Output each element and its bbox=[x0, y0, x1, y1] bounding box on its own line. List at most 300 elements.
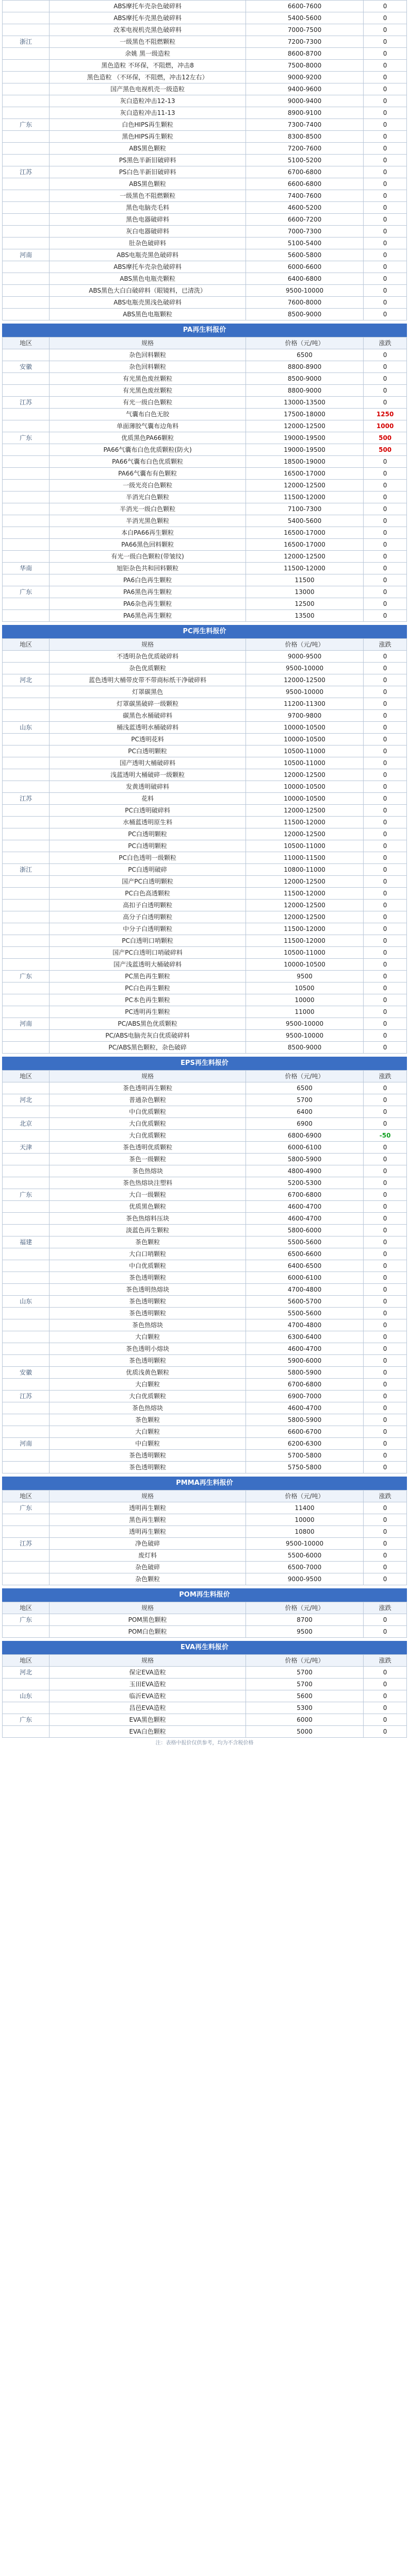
spec-cell: 一级光亮白色颗粒 bbox=[50, 480, 246, 492]
spec-cell: 优质浅黄色颗粒 bbox=[50, 1367, 246, 1379]
region-cell bbox=[3, 1355, 50, 1367]
price-cell: 5800-5900 bbox=[246, 1414, 363, 1426]
header-spec: 规格 bbox=[50, 1490, 246, 1502]
table-row bbox=[3, 373, 407, 385]
price-cell: 8300-8500 bbox=[246, 131, 363, 143]
spec-cell: PA6白色再生颗粒 bbox=[50, 574, 246, 586]
price-cell: 10500-11000 bbox=[246, 757, 363, 769]
price-cell: 5600 bbox=[246, 1690, 363, 1702]
region-cell bbox=[3, 1626, 50, 1638]
table-row bbox=[3, 166, 407, 178]
region-cell bbox=[3, 420, 50, 432]
price-cell: 12000-12500 bbox=[246, 769, 363, 781]
spec-cell: 透明再生颗粒 bbox=[50, 1526, 246, 1538]
price-cell: 5600-5700 bbox=[246, 1296, 363, 1308]
spec-cell: PC白透明颗粒 bbox=[50, 840, 246, 852]
spec-cell: 茶色透明颗粒 bbox=[50, 1296, 246, 1308]
table-row bbox=[3, 1414, 407, 1426]
change-cell: 0 bbox=[364, 1189, 407, 1201]
spec-cell: 杂色破碎 bbox=[50, 1562, 246, 1573]
region-cell bbox=[3, 769, 50, 781]
region-cell bbox=[3, 539, 50, 551]
table-row bbox=[3, 361, 407, 373]
change-cell: 0 bbox=[364, 1260, 407, 1272]
price-cell: 5800-6000 bbox=[246, 1225, 363, 1236]
price-cell: 13000-13500 bbox=[246, 397, 363, 409]
spec-cell: 浅蓝透明大桶破碎一级颗粒 bbox=[50, 769, 246, 781]
price-cell: 6600-6800 bbox=[246, 178, 363, 190]
spec-cell: 茶色透明颗粒 bbox=[50, 1272, 246, 1284]
price-cell: 5200-5300 bbox=[246, 1177, 363, 1189]
region-cell: 广东 bbox=[3, 586, 50, 598]
table-row bbox=[3, 226, 407, 238]
region-cell: 安徽 bbox=[3, 361, 50, 373]
price-table bbox=[2, 1070, 407, 1473]
spec-cell: 黑色再生颗粒 bbox=[50, 1514, 246, 1526]
header-spec: 规格 bbox=[50, 1602, 246, 1614]
table-row bbox=[3, 238, 407, 249]
table-row bbox=[3, 1042, 407, 1054]
spec-cell: PC透明花料 bbox=[50, 734, 246, 745]
price-cell: 5100-5200 bbox=[246, 155, 363, 166]
price-cell: 5500-5600 bbox=[246, 1308, 363, 1319]
price-cell: 6700-6800 bbox=[246, 1189, 363, 1201]
table-row bbox=[3, 1526, 407, 1538]
spec-cell: 杂色回料颗粒 bbox=[50, 349, 246, 361]
spec-cell: 茶色透明颗粒 bbox=[50, 1308, 246, 1319]
region-cell bbox=[3, 1154, 50, 1165]
table-row bbox=[3, 539, 407, 551]
table-row bbox=[3, 1367, 407, 1379]
table-row bbox=[3, 994, 407, 1006]
table-row bbox=[3, 971, 407, 982]
table-row bbox=[3, 1319, 407, 1331]
table-row bbox=[3, 805, 407, 817]
price-cell: 9000-9500 bbox=[246, 651, 363, 663]
price-cell: 5800-5900 bbox=[246, 1154, 363, 1165]
region-cell bbox=[3, 947, 50, 959]
table-row bbox=[3, 444, 407, 456]
spec-cell: 大白一级颗粒 bbox=[50, 1189, 246, 1201]
price-cell: 6900 bbox=[246, 1118, 363, 1130]
spec-cell: 旭钜杂色共和回料颗粒 bbox=[50, 563, 246, 574]
spec-cell: ABS摩托车壳杂色破碎料 bbox=[50, 261, 246, 273]
spec-cell: 一级黑色不阻燃颗粒 bbox=[50, 36, 246, 48]
spec-cell: 有光一级白色颗粒 bbox=[50, 397, 246, 409]
region-cell bbox=[3, 309, 50, 320]
region-cell bbox=[3, 24, 50, 36]
price-cell: 9500-10000 bbox=[246, 663, 363, 674]
table-row bbox=[3, 959, 407, 971]
change-cell: 0 bbox=[364, 492, 407, 503]
spec-cell: 中白颗粒 bbox=[50, 1438, 246, 1450]
spec-cell: 高分子白透明颗粒 bbox=[50, 911, 246, 923]
price-cell: 12000-12500 bbox=[246, 911, 363, 923]
price-cell: 8800-9000 bbox=[246, 385, 363, 397]
spec-cell: ABS黑色颗粒 bbox=[50, 178, 246, 190]
header-change: 涨跌 bbox=[364, 1602, 407, 1614]
spec-cell: 有光一级白色颗粒(带皱纹) bbox=[50, 551, 246, 563]
table-row bbox=[3, 309, 407, 320]
change-cell: 0 bbox=[364, 60, 407, 72]
change-cell: 0 bbox=[364, 923, 407, 935]
region-cell bbox=[3, 503, 50, 515]
region-cell bbox=[3, 686, 50, 698]
change-cell: 0 bbox=[364, 1042, 407, 1054]
change-cell: 1250 bbox=[364, 409, 407, 420]
price-cell: 11500-12000 bbox=[246, 563, 363, 574]
price-cell: 9000-9500 bbox=[246, 1573, 363, 1585]
region-cell: 河北 bbox=[3, 1094, 50, 1106]
change-cell: 0 bbox=[364, 95, 407, 107]
table-row bbox=[3, 563, 407, 574]
change-cell: 0 bbox=[364, 698, 407, 710]
region-cell bbox=[3, 456, 50, 468]
spec-cell: PS黑色半新旧破碎料 bbox=[50, 155, 246, 166]
region-cell bbox=[3, 515, 50, 527]
region-cell bbox=[3, 83, 50, 95]
region-cell bbox=[3, 1248, 50, 1260]
table-row bbox=[3, 1726, 407, 1738]
spec-cell: PC本色再生颗粒 bbox=[50, 994, 246, 1006]
change-cell: 0 bbox=[364, 888, 407, 900]
table-row bbox=[3, 1667, 407, 1679]
price-cell: 8700 bbox=[246, 1614, 363, 1626]
spec-cell: POM白色颗粒 bbox=[50, 1626, 246, 1638]
spec-cell: 大白颗粒 bbox=[50, 1331, 246, 1343]
change-cell: 0 bbox=[364, 769, 407, 781]
table-row bbox=[3, 935, 407, 947]
spec-cell: 大白颗粒 bbox=[50, 1426, 246, 1438]
price-cell: 19000-19500 bbox=[246, 432, 363, 444]
table-row bbox=[3, 190, 407, 202]
region-cell bbox=[3, 273, 50, 285]
section-title-text: POM再生料报价 bbox=[179, 1591, 230, 1599]
table-row bbox=[3, 1272, 407, 1284]
price-cell: 7300-7400 bbox=[246, 119, 363, 131]
header-price: 价格（元/吨） bbox=[246, 639, 363, 651]
region-cell bbox=[3, 828, 50, 840]
region-cell bbox=[3, 285, 50, 297]
table-row bbox=[3, 852, 407, 864]
change-cell: 0 bbox=[364, 83, 407, 95]
price-cell: 4700-4800 bbox=[246, 1319, 363, 1331]
price-cell: 4600-4700 bbox=[246, 1213, 363, 1225]
spec-cell: 半消光黑色颗粒 bbox=[50, 515, 246, 527]
region-cell bbox=[3, 610, 50, 622]
region-cell bbox=[3, 651, 50, 663]
section-eps bbox=[2, 1057, 407, 1473]
spec-cell: ABS黑色大白白破碎料（眼镜料，已清洗） bbox=[50, 285, 246, 297]
spec-cell: 国产黑色电视机壳一级造粒 bbox=[50, 83, 246, 95]
table-row bbox=[3, 214, 407, 226]
region-cell bbox=[3, 373, 50, 385]
change-cell: -50 bbox=[364, 1130, 407, 1142]
price-cell: 6000-6100 bbox=[246, 1272, 363, 1284]
spec-cell: 茶色热熔块 bbox=[50, 1402, 246, 1414]
region-cell bbox=[3, 385, 50, 397]
table-row bbox=[3, 982, 407, 994]
price-cell: 7500-8000 bbox=[246, 60, 363, 72]
spec-cell: PA6黑色再生颗粒 bbox=[50, 586, 246, 598]
region-cell bbox=[3, 1042, 50, 1054]
table-row bbox=[3, 734, 407, 745]
region-cell bbox=[3, 1006, 50, 1018]
region-cell bbox=[3, 1213, 50, 1225]
change-cell: 0 bbox=[364, 1355, 407, 1367]
region-cell: 广东 bbox=[3, 1189, 50, 1201]
change-cell: 0 bbox=[364, 1118, 407, 1130]
table-row bbox=[3, 1391, 407, 1402]
section-title-text: PMMA再生料报价 bbox=[176, 1479, 233, 1487]
header-region: 地区 bbox=[3, 1602, 50, 1614]
spec-cell: 优质黑色PA66颗粒 bbox=[50, 432, 246, 444]
spec-cell: PC/ABS电脑壳灰白优质破碎料 bbox=[50, 1030, 246, 1042]
change-cell: 0 bbox=[364, 971, 407, 982]
spec-cell: 茶色透明热熔块 bbox=[50, 1284, 246, 1296]
price-cell: 11500-12000 bbox=[246, 817, 363, 828]
header-spec: 规格 bbox=[50, 639, 246, 651]
table-row bbox=[3, 1626, 407, 1638]
footer-note: 注：表格中报价仅供参考，均为不含税价格 bbox=[155, 1740, 254, 1746]
region-cell bbox=[3, 1030, 50, 1042]
region-cell: 河北 bbox=[3, 1667, 50, 1679]
price-cell: 9500-10000 bbox=[246, 1030, 363, 1042]
price-cell: 6600-7600 bbox=[246, 1, 363, 12]
change-cell: 0 bbox=[364, 397, 407, 409]
price-cell: 6500-7000 bbox=[246, 1562, 363, 1573]
price-cell: 5400-5600 bbox=[246, 12, 363, 24]
price-cell: 11400 bbox=[246, 1502, 363, 1514]
table-row bbox=[3, 515, 407, 527]
region-cell: 广东 bbox=[3, 1614, 50, 1626]
change-cell: 0 bbox=[364, 527, 407, 539]
price-cell: 5500-5600 bbox=[246, 1236, 363, 1248]
table-row bbox=[3, 1296, 407, 1308]
table-row bbox=[3, 947, 407, 959]
spec-cell: PA66黑色回料颗粒 bbox=[50, 539, 246, 551]
spec-cell: PA6杂色再生颗粒 bbox=[50, 598, 246, 610]
header-change: 涨跌 bbox=[364, 1490, 407, 1502]
spec-cell: PA6黑色再生颗粒 bbox=[50, 610, 246, 622]
region-cell bbox=[3, 781, 50, 793]
section-pom bbox=[2, 1588, 407, 1638]
region-cell: 北京 bbox=[3, 1118, 50, 1130]
change-cell: 0 bbox=[364, 1154, 407, 1165]
region-cell: 河北 bbox=[3, 674, 50, 686]
price-cell: 6400-6500 bbox=[246, 1260, 363, 1272]
price-cell: 11500-12000 bbox=[246, 923, 363, 935]
price-cell: 6000-6600 bbox=[246, 261, 363, 273]
change-cell: 0 bbox=[364, 1538, 407, 1550]
table-row bbox=[3, 397, 407, 409]
change-cell: 0 bbox=[364, 1702, 407, 1714]
table-row bbox=[3, 1018, 407, 1030]
price-cell: 6600-7200 bbox=[246, 214, 363, 226]
price-cell: 4600-4700 bbox=[246, 1343, 363, 1355]
spec-cell: 黑色HIPS再生颗粒 bbox=[50, 131, 246, 143]
price-cell: 11200-11300 bbox=[246, 698, 363, 710]
price-table bbox=[2, 1654, 407, 1738]
section-title-text: PA再生料报价 bbox=[183, 326, 226, 334]
region-cell bbox=[3, 226, 50, 238]
spec-cell: 黑色电脑壳毛料 bbox=[50, 202, 246, 214]
region-cell bbox=[3, 1426, 50, 1438]
region-cell bbox=[3, 1201, 50, 1213]
price-sections bbox=[2, 0, 407, 1738]
price-table bbox=[2, 337, 407, 622]
change-cell: 0 bbox=[364, 155, 407, 166]
price-cell: 6400-6800 bbox=[246, 273, 363, 285]
section-title-text: EVA再生料报价 bbox=[180, 1643, 229, 1651]
table-row bbox=[3, 155, 407, 166]
change-cell: 0 bbox=[364, 734, 407, 745]
header-region: 地区 bbox=[3, 337, 50, 349]
header-region: 地区 bbox=[3, 639, 50, 651]
price-cell: 11000 bbox=[246, 1006, 363, 1018]
price-cell: 9700-9800 bbox=[246, 710, 363, 722]
region-cell bbox=[3, 107, 50, 119]
table-row bbox=[3, 551, 407, 563]
region-cell bbox=[3, 238, 50, 249]
price-table bbox=[2, 1602, 407, 1638]
change-cell: 0 bbox=[364, 1526, 407, 1538]
spec-cell: 茶色透明颗粒 bbox=[50, 1462, 246, 1473]
change-cell: 0 bbox=[364, 48, 407, 60]
table-row bbox=[3, 83, 407, 95]
change-cell: 0 bbox=[364, 663, 407, 674]
region-cell: 山东 bbox=[3, 722, 50, 734]
spec-cell: 不透明杂色优质破碎料 bbox=[50, 651, 246, 663]
spec-cell: 茶色透明优质颗粒 bbox=[50, 1142, 246, 1154]
spec-cell: 大白颗粒 bbox=[50, 1379, 246, 1391]
region-cell: 广东 bbox=[3, 119, 50, 131]
spec-cell: 茶色热熔料压块 bbox=[50, 1213, 246, 1225]
price-cell: 12000-12500 bbox=[246, 828, 363, 840]
table-row bbox=[3, 60, 407, 72]
spec-cell: PC/ABS黑色优质颗粒 bbox=[50, 1018, 246, 1030]
spec-cell: 中白优质颗粒 bbox=[50, 1106, 246, 1118]
change-cell: 0 bbox=[364, 503, 407, 515]
spec-cell: 茶色颗粒 bbox=[50, 1414, 246, 1426]
spec-cell: 大白优质颗粒 bbox=[50, 1130, 246, 1142]
spec-cell: 灰白造粒冲击11-13 bbox=[50, 107, 246, 119]
header-price: 价格（元/吨） bbox=[246, 1490, 363, 1502]
table-row bbox=[3, 1130, 407, 1142]
price-cell: 9500 bbox=[246, 971, 363, 982]
region-cell: 江苏 bbox=[3, 1391, 50, 1402]
price-cell: 9500-10000 bbox=[246, 285, 363, 297]
table-row bbox=[3, 1236, 407, 1248]
region-cell: 浙江 bbox=[3, 36, 50, 48]
price-cell: 5000 bbox=[246, 1726, 363, 1738]
price-cell: 5700 bbox=[246, 1094, 363, 1106]
table-row bbox=[3, 385, 407, 397]
table-row bbox=[3, 456, 407, 468]
price-cell: 4700-4800 bbox=[246, 1284, 363, 1296]
table-row bbox=[3, 828, 407, 840]
price-cell: 6200-6300 bbox=[246, 1438, 363, 1450]
spec-cell: 茶色透明颗粒 bbox=[50, 1355, 246, 1367]
change-cell: 0 bbox=[364, 1514, 407, 1526]
region-cell bbox=[3, 1726, 50, 1738]
section-pmma bbox=[2, 1477, 407, 1585]
price-cell: 10000-10500 bbox=[246, 793, 363, 805]
change-cell: 0 bbox=[364, 574, 407, 586]
spec-cell: 大白优质颗粒 bbox=[50, 1391, 246, 1402]
change-cell: 0 bbox=[364, 1450, 407, 1462]
table-row bbox=[3, 757, 407, 769]
price-cell: 7600-8000 bbox=[246, 297, 363, 309]
change-cell: 0 bbox=[364, 1679, 407, 1690]
region-cell bbox=[3, 1308, 50, 1319]
spec-cell: PC白色透明一级颗粒 bbox=[50, 852, 246, 864]
price-cell: 10800 bbox=[246, 1526, 363, 1538]
spec-cell: 国产PC白透明颗粒 bbox=[50, 876, 246, 888]
spec-cell: PC白透明口哨颗粒 bbox=[50, 935, 246, 947]
price-cell: 5300 bbox=[246, 1702, 363, 1714]
table-row bbox=[3, 1154, 407, 1165]
change-cell: 0 bbox=[364, 1177, 407, 1189]
spec-cell: 水桶蓝透明原生料 bbox=[50, 817, 246, 828]
price-cell: 6600-6700 bbox=[246, 1426, 363, 1438]
change-cell: 0 bbox=[364, 249, 407, 261]
table-row bbox=[3, 527, 407, 539]
table-row bbox=[3, 586, 407, 598]
price-cell: 11500-12000 bbox=[246, 492, 363, 503]
spec-cell: 蓝色透明大桶带皮带不带商标纸干净破碎料 bbox=[50, 674, 246, 686]
table-header-row bbox=[3, 337, 407, 349]
spec-cell: 半消光白色颗粒 bbox=[50, 492, 246, 503]
change-cell: 0 bbox=[364, 817, 407, 828]
table-row bbox=[3, 12, 407, 24]
section-title bbox=[2, 1588, 407, 1602]
table-row bbox=[3, 420, 407, 432]
table-row bbox=[3, 261, 407, 273]
change-cell: 0 bbox=[364, 1296, 407, 1308]
spec-cell: PC白透明颗粒 bbox=[50, 745, 246, 757]
price-cell: 10000 bbox=[246, 994, 363, 1006]
spec-cell: EVA白色颗粒 bbox=[50, 1726, 246, 1738]
region-cell: 福建 bbox=[3, 1236, 50, 1248]
change-cell: 0 bbox=[364, 349, 407, 361]
table-row bbox=[3, 1573, 407, 1585]
region-cell bbox=[3, 95, 50, 107]
spec-cell: 茶色透明小熔块 bbox=[50, 1343, 246, 1355]
spec-cell: 发黄透明破碎料 bbox=[50, 781, 246, 793]
spec-cell: PC透明再生颗粒 bbox=[50, 1006, 246, 1018]
spec-cell: 国产透明大桶破碎料 bbox=[50, 757, 246, 769]
spec-cell: 国产浅蓝透明大桶破碎料 bbox=[50, 959, 246, 971]
change-cell: 0 bbox=[364, 1391, 407, 1402]
change-cell: 0 bbox=[364, 911, 407, 923]
spec-cell: PC白色高透颗粒 bbox=[50, 888, 246, 900]
spec-cell: 杂色优质颗粒 bbox=[50, 663, 246, 674]
spec-cell: 大白口哨颗粒 bbox=[50, 1248, 246, 1260]
table-row bbox=[3, 1538, 407, 1550]
price-cell: 6900-7000 bbox=[246, 1391, 363, 1402]
change-cell: 0 bbox=[364, 876, 407, 888]
change-cell: 0 bbox=[364, 1018, 407, 1030]
change-cell: 0 bbox=[364, 551, 407, 563]
spec-cell: 花料 bbox=[50, 793, 246, 805]
table-row bbox=[3, 1502, 407, 1514]
region-cell bbox=[3, 1177, 50, 1189]
change-cell: 0 bbox=[364, 119, 407, 131]
change-cell: 0 bbox=[364, 1426, 407, 1438]
table-row bbox=[3, 1514, 407, 1526]
header-price: 价格（元/吨） bbox=[246, 1655, 363, 1667]
